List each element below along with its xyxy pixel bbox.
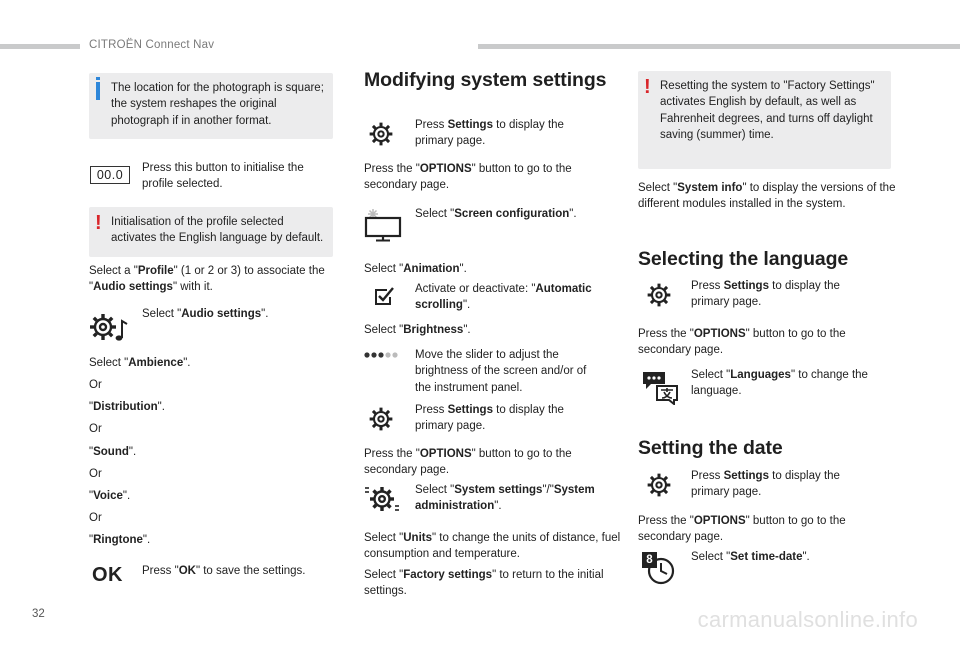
press-settings-text-4: Press Settings to display the primary page. (691, 470, 840, 499)
header-title: CITROËN Connect Nav (89, 39, 215, 51)
settings-gear-icon (367, 120, 395, 148)
select-set-time-date-text: Select "Set time-date". (691, 551, 810, 563)
press-settings-text-3: Press Settings to display the primary page. (691, 280, 840, 309)
info-note (89, 73, 333, 139)
warning-icon: ! (95, 212, 102, 234)
title-setting-the-date: Setting the date (638, 437, 783, 459)
activate-automatic-scrolling-text: Activate or deactivate: "Automatic scrolling". (415, 283, 592, 312)
initialise-profile-button[interactable] (90, 166, 130, 184)
languages-icon (640, 369, 680, 405)
slider-text: Move the slider to adjust the brightness of the screen and/or of the instrument panel. (415, 349, 587, 394)
checkbox-checked-icon (373, 286, 395, 306)
select-factory-settings-text: Select "Factory settings" to return to the initial settings. (364, 569, 604, 598)
or-2: Or (89, 423, 102, 435)
brightness-slider-icon (363, 351, 399, 359)
page-number: 32 (32, 608, 45, 620)
select-screen-configuration-text: Select "Screen configuration". (415, 208, 577, 220)
options-text-3: Press the "OPTIONS" button to go to the secondary page. (638, 328, 846, 357)
select-system-info-text: Select "System info" to display the versions of the different modules installed in the system. (638, 182, 896, 211)
or-1: Or (89, 379, 102, 391)
settings-gear-icon (645, 281, 673, 309)
options-text-2: Press the "OPTIONS" button to go to the secondary page. (364, 448, 572, 477)
warning-note-text: Initialisation of the profile selected activates the English language by default. (111, 216, 324, 245)
initialise-button-label: 00.0 (96, 168, 124, 182)
press-settings-text-1: Press Settings to display the primary page. (415, 119, 564, 148)
select-units-text: Select "Units" to change the units of distance, fuel consumption and temperature. (364, 532, 621, 561)
header-rule-right (478, 44, 960, 49)
select-profile-text: Select a "Profile" (1 or 2 or 3) to associate the "Audio settings" with it. (89, 265, 325, 294)
ringtone-text: "Ringtone". (89, 534, 151, 546)
select-system-settings-text: Select "System settings"/"System administration". (415, 484, 595, 513)
watermark: carmanualsonline.info (697, 606, 918, 632)
press-settings-text-2: Press Settings to display the primary page. (415, 404, 564, 433)
or-4: Or (89, 512, 102, 524)
settings-gear-icon (645, 471, 673, 499)
select-languages-text: Select "Languages" to change the language. (691, 369, 868, 398)
select-animation-text: Select "Animation". (364, 263, 467, 275)
audio-settings-icon (89, 311, 129, 343)
ok-button[interactable] (92, 565, 123, 585)
select-ambience-text: Select "Ambience". (89, 357, 191, 369)
screen-configuration-icon (363, 208, 403, 242)
initialise-text: Press this button to initialise the profile selected. (142, 162, 304, 191)
reset-warning-note (638, 71, 891, 169)
options-text-1: Press the "OPTIONS" button to go to the secondary page. (364, 163, 572, 192)
distribution-text: "Distribution". (89, 401, 165, 413)
ok-button-label: OK (92, 564, 123, 586)
select-brightness-text: Select "Brightness". (364, 324, 471, 336)
settings-gear-icon (367, 405, 395, 433)
options-text-4: Press the "OPTIONS" button to go to the secondary page. (638, 515, 846, 544)
warning-note (89, 207, 333, 257)
calendar-clock-icon (640, 550, 676, 586)
calendar-digit: 8 (646, 554, 653, 566)
reset-warning-note-text: Resetting the system to "Factory Settings" activates English by default, as well as Fahrenheit degrees, and turns off daylight saving (summer) time. (660, 80, 875, 141)
sound-text: "Sound". (89, 446, 137, 458)
info-note-text: The location for the photograph is square; the system reshapes the original photograph if in another format. (111, 82, 324, 127)
voice-text: "Voice". (89, 490, 131, 502)
press-ok-text: Press "OK" to save the settings. (142, 565, 306, 577)
title-modifying-system-settings: Modifying system settings (364, 69, 607, 91)
or-3: Or (89, 468, 102, 480)
info-icon (96, 82, 100, 100)
header-rule-left (0, 44, 80, 49)
warning-icon: ! (644, 76, 651, 98)
title-selecting-the-language: Selecting the language (638, 248, 849, 270)
select-audio-settings-text: Select "Audio settings". (142, 308, 269, 320)
system-settings-icon (364, 484, 400, 514)
